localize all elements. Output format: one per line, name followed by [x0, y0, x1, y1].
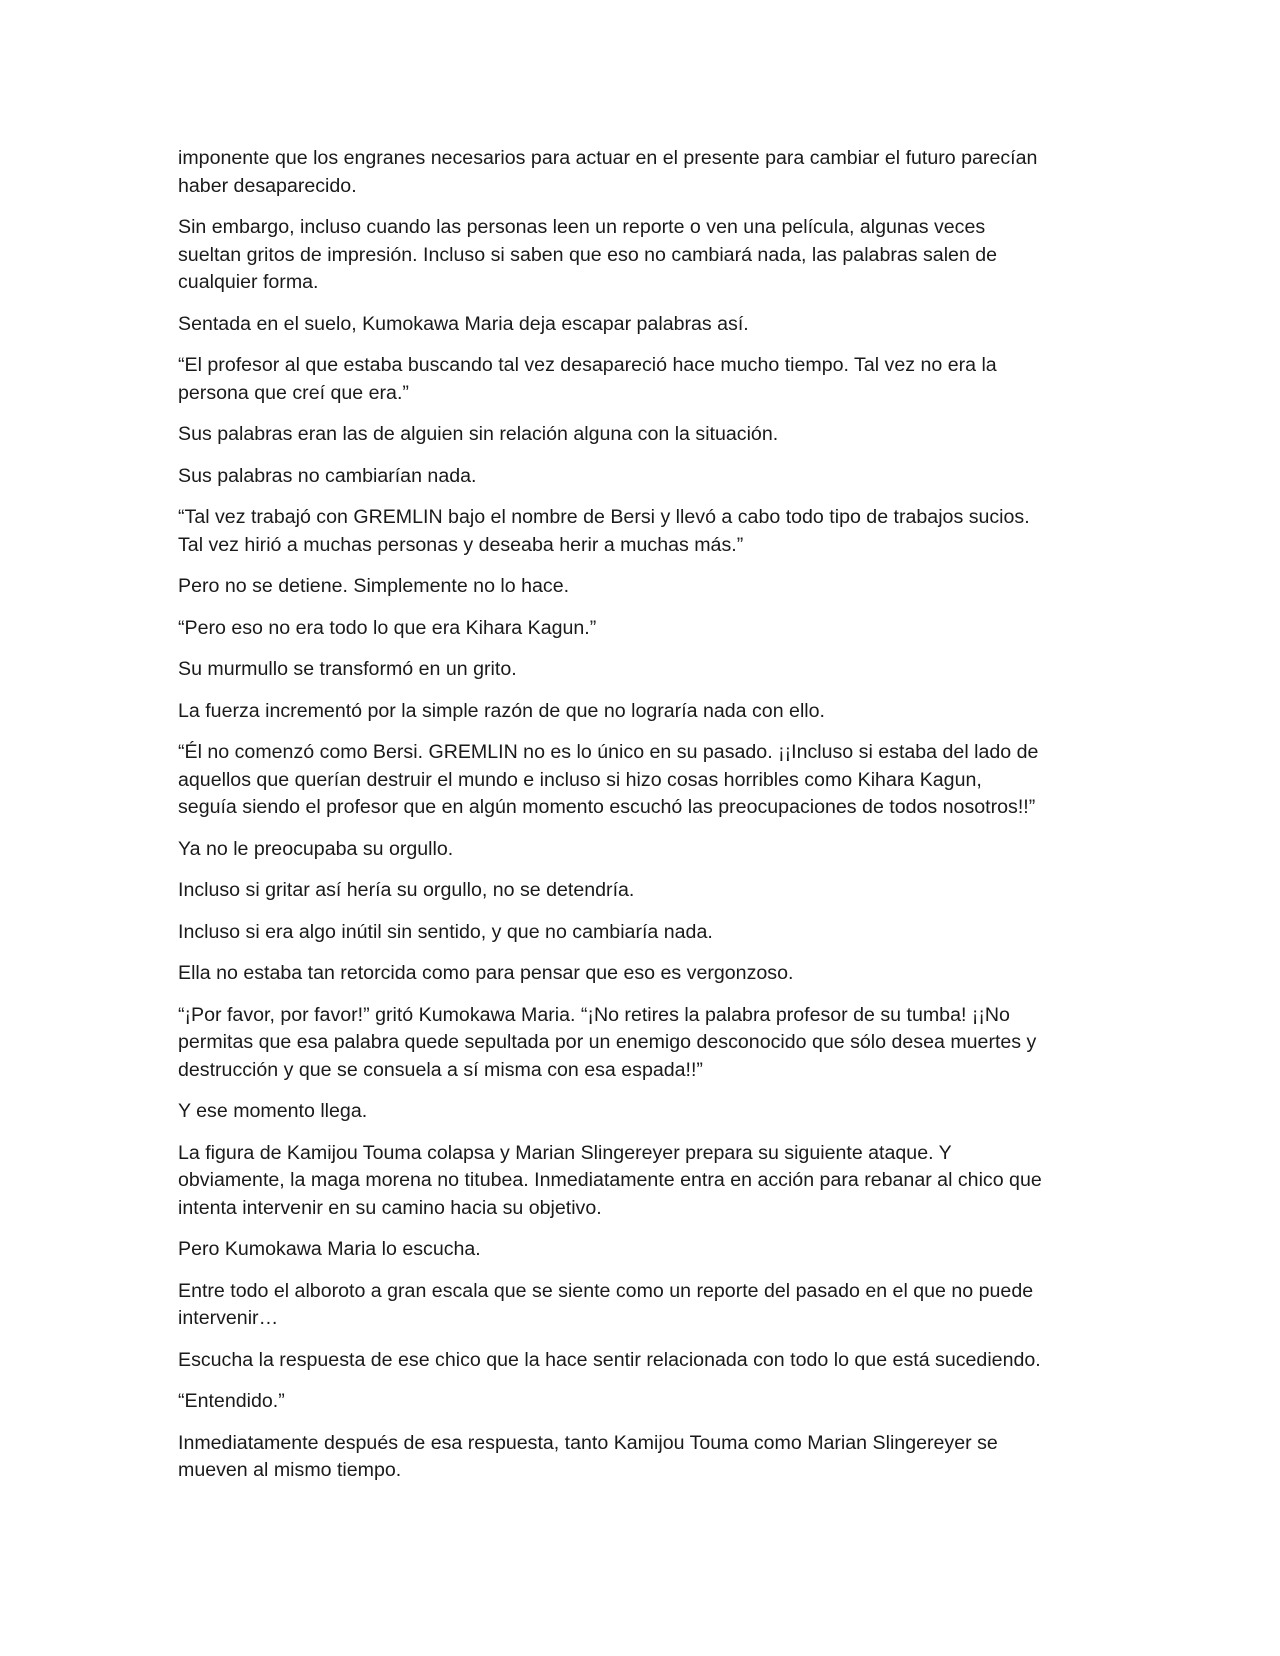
paragraph: “¡Por favor, por favor!” gritó Kumokawa Maria. “¡No retires la palabra profesor de su tumba! ¡¡No permitas que esa palabra quede sepultada por un enemigo desconocido que sólo desea muertes y destrucción y que se consuela a sí misma con esa espada!!”	[178, 1003, 1037, 1081]
paragraph: Sentada en el suelo, Kumokawa Maria deja escapar palabras así.	[178, 312, 749, 335]
paragraph: Y ese momento llega.	[178, 1100, 368, 1122]
paragraph: imponente que los engranes necesarios para actuar en el presente para cambiar el futuro parecían haber desaparecido.	[178, 147, 1038, 197]
paragraph: Ella no estaba tan retorcida como para pensar que eso es vergonzoso.	[178, 962, 794, 984]
paragraph: “El profesor al que estaba buscando tal vez desapareció hace mucho tiempo. Tal vez no era la persona que creí que era.”	[178, 354, 997, 404]
paragraph: “Pero eso no era todo lo que era Kihara Kagun.”	[178, 616, 597, 639]
paragraph: La figura de Kamijou Touma colapsa y Marian Slingereyer prepara su siguiente ataque. Y obviamente, la maga morena no titubea. Inmediatamente entra en acción para rebanar al chico que intenta intervenir en su camino hacia su objetivo.	[178, 1141, 1042, 1219]
paragraph: Ya no le preocupaba su orgullo.	[178, 837, 454, 860]
body-text	[178, 145, 1118, 1499]
paragraph: “Tal vez trabajó con GREMLIN bajo el nombre de Bersi y llevó a cabo todo tipo de trabajos sucios. Tal vez hirió a muchas personas y deseaba herir a muchas más.”	[178, 506, 1030, 556]
paragraph: “Entendido.”	[178, 1390, 285, 1412]
paragraph: La fuerza incrementó por la simple razón de que no lograría nada con ello.	[178, 699, 825, 722]
paragraph: Su murmullo se transformó en un grito.	[178, 658, 517, 680]
paragraph: Incluso si era algo inútil sin sentido, y que no cambiaría nada.	[178, 920, 713, 943]
paragraph: Incluso si gritar así hería su orgullo, no se detendría.	[178, 879, 635, 901]
paragraph: Pero Kumokawa Maria lo escucha.	[178, 1238, 481, 1260]
paragraph: Sus palabras no cambiarían nada.	[178, 464, 477, 487]
paragraph: Entre todo el alboroto a gran escala que se siente como un reporte del pasado en el que no puede intervenir…	[178, 1279, 1034, 1329]
paragraph: “Él no comenzó como Bersi. GREMLIN no es lo único en su pasado. ¡¡Incluso si estaba del lado de aquellos que querían destruir el mundo e incluso si hizo cosas horribles como Kihara Kagun, seguía siendo el profesor que en algún momento escuchó las preocupaciones de todos nosotros!!”	[178, 741, 1039, 818]
paragraph: Sus palabras eran las de alguien sin relación alguna con la situación.	[178, 423, 779, 445]
paragraph: Pero no se detiene. Simplemente no lo hace.	[178, 575, 570, 597]
paragraph: Escucha la respuesta de ese chico que la hace sentir relacionada con todo lo que está sucediendo.	[178, 1348, 1041, 1371]
paragraph: Inmediatamente después de esa respuesta, tanto Kamijou Touma como Marian Slingereyer se mueven al mismo tiempo.	[178, 1431, 998, 1481]
paragraph: Sin embargo, incluso cuando las personas leen un reporte o ven una película, algunas veces sueltan gritos de impresión. Incluso si saben que eso no cambiará nada, las palabras salen de cualquier forma.	[178, 216, 998, 293]
